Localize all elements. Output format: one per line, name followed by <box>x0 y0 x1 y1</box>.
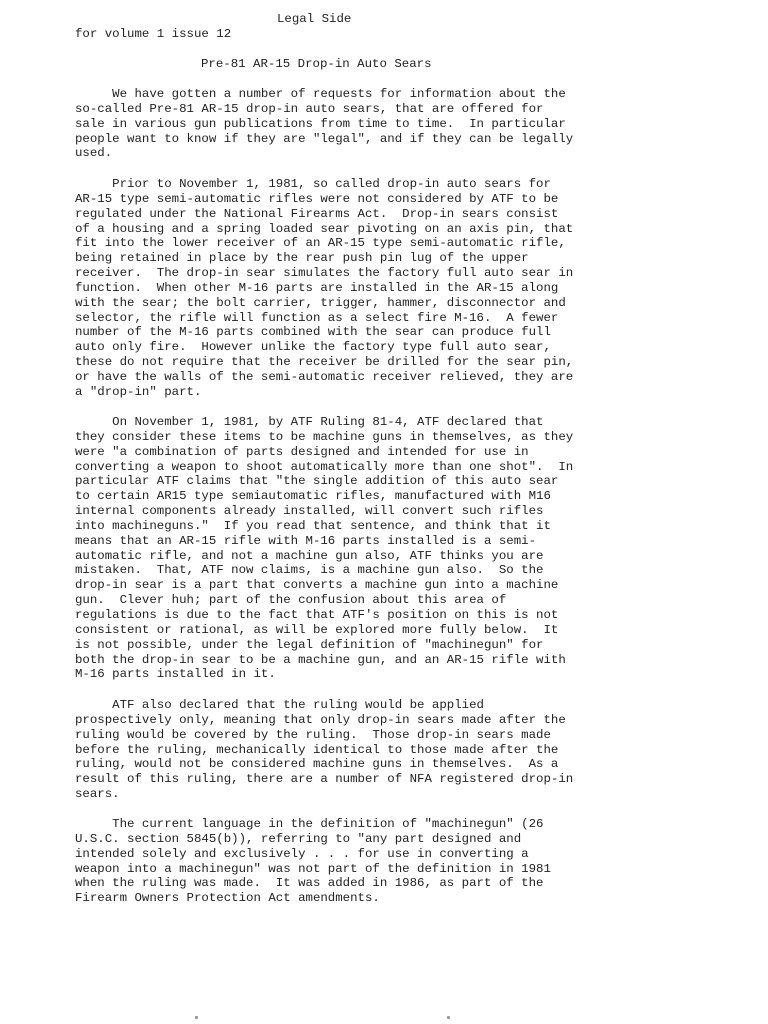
paragraph-3: On November 1, 1981, by ATF Ruling 81-4, ATF declared that they consider these items to be machine guns in themselves, as they were "a combination of parts designed and intended for use in converting a weapon to shoot automatically more than one shot". In particular ATF claims that "the single addition of this auto sear to certain AR15 type semiautomatic rifles, manufactured with M16 internal components already installed, will convert such rifles into machineguns." If you read that sentence, and think that it means that an AR-15 rifle with M-16 parts installed is a semi- automatic rifle, and not a machine gun also, ATF thinks you are mistaken. That, ATF now claims, is a machine gun also. So the drop-in sear is a part that converts a machine gun into a machine gun. Clever huh; part of the confusion about this area of regulations is due to the fact that ATF's position on this is not consistent or rational, as will be explored more fully below. It is not possible, under the legal definition of "machinegun" for both the drop-in sear to be a machine gun, and an AR-15 rifle with M-16 parts installed in it. <box>75 415 574 682</box>
document-title: Pre-81 AR-15 Drop-in Auto Sears <box>201 57 432 71</box>
paragraph-1: We have gotten a number of requests for information about the so-called Pre-81 AR-15 drop-in auto sears, that are offered for sale in various gun publications from time to time. In particular people want to know if they are "legal", and if they can be legally used. <box>75 87 574 161</box>
paragraph-5: The current language in the definition of "machinegun" (26 U.S.C. section 5845(b)), referring to "any part designed and intended solely and exclusively . . . for use in converting a weapon into a machinegun" was not part of the definition in 1981 when the ruling was made. It was added in 1986, as part of the Firearm Owners Protection Act amendments. <box>75 817 551 906</box>
page-bottom-edge-marks <box>195 1016 495 1024</box>
paragraph-4: ATF also declared that the ruling would be applied prospectively only, meaning that only drop-in sears made after the ruling would be covered by the ruling. Those drop-in sears made before the ruling, mechanically identical to those made after the ruling, would not be considered machine guns in themselves. As a result of this ruling, there are a number of NFA registered drop-in sears. <box>75 698 574 802</box>
header-title: Legal Side <box>277 12 352 26</box>
paragraph-2: Prior to November 1, 1981, so called drop-in auto sears for AR-15 type semi-automatic rifles were not considered by ATF to be regulated under the National Firearms Act. Drop-in sears consist of a housing and a spring loaded sear pivoting on an axis pin, that fit into the lower receiver of an AR-15 type semi-automatic rifle, being retained in place by the rear push pin lug of the upper receiver. The drop-in sear simulates the factory full auto sear in function. When other M-16 parts are installed in the AR-15 along with the sear; the bolt carrier, trigger, hammer, disconnector and selector, the rifle will function as a select fire M-16. A fewer number of the M-16 parts combined with the sear can produce full auto only fire. However unlike the factory type full auto sear, these do not require that the receiver be drilled for the sear pin, or have the walls of the semi-automatic receiver relieved, they are a "drop-in" part. <box>75 177 574 399</box>
header-subtitle: for volume 1 issue 12 <box>75 27 232 41</box>
